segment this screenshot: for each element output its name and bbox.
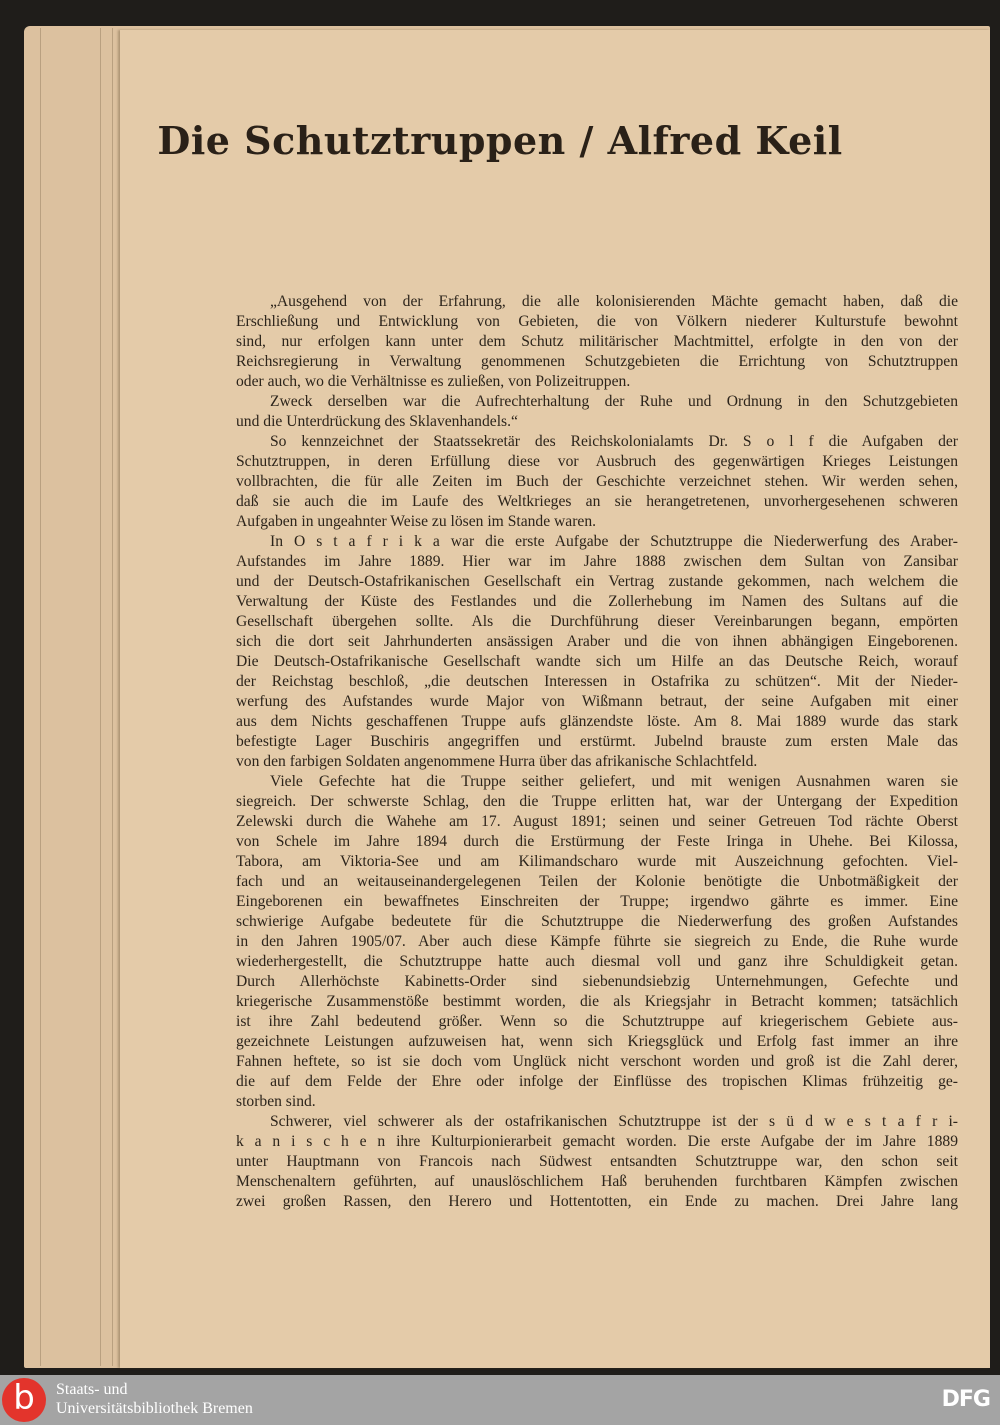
text-line: daß sie auch die im Laufe des Weltkrieges an sie herangetretenen, unvorhergesehenen schweren xyxy=(236,493,958,510)
text-line: gezeichnete Leistungen aufzuweisen hat, wenn sich Kriegsglück und Erfolg fast immer an ihre xyxy=(236,1033,958,1050)
text-line: von den farbigen Soldaten angenommene Hurra über das afrikanische Schlachtfeld. xyxy=(236,753,758,770)
text-line: Menschenaltern geführten, auf unauslöschlichem Haß beruhenden furchtbaren Kämpfen zwischen xyxy=(236,1173,958,1190)
footer-bar xyxy=(0,1375,1000,1425)
text-line: Gesellschaft übergehen sollte. Als die Durchführung dieser Vereinbarungen begann, empörten xyxy=(236,613,958,630)
text-line: Verwaltung der Küste des Festlandes und die Zollerhebung im Namen des Sultans auf die xyxy=(236,593,958,610)
text-line: sich die dort seit Jahrhunderten ansässigen Araber und die von ihnen abhängigen Eingeborenen. xyxy=(236,633,958,650)
document-body xyxy=(236,292,958,1212)
library-name-line2: Universitätsbibliothek Bremen xyxy=(56,1400,253,1417)
text-line: Reichsregierung in Verwaltung genommenen Schutzgebieten die Errichtung von Schutztruppen xyxy=(236,353,958,370)
text-line: die auf dem Felde der Ehre oder infolge der Einflüsse des tropischen Klimas frühzeitig ge- xyxy=(236,1073,958,1090)
text-line: k a n i s c h e n ihre Kulturpionierarbeit gemacht worden. Die erste Aufgabe der im Jahre 1889 xyxy=(236,1133,958,1150)
text-line: werfung des Aufstandes wurde Major von Wißmann betraut, der seine Aufgaben mit einer xyxy=(236,693,958,710)
text-line: Viele Gefechte hat die Truppe seither geliefert, und mit wenigen Ausnahmen waren sie xyxy=(270,773,958,790)
text-line: Eingeborenen ein bewaffnetes Einschreiten der Truppe; irgendwo gährte es immer. Eine xyxy=(236,893,958,910)
text-line: sind, nur erfolgen kann unter dem Schutz militärischer Machtmittel, erfolgte in den von der xyxy=(236,333,958,350)
library-logo[interactable]: b xyxy=(2,1378,46,1422)
text-line: ist ihre Zahl bedeutend größer. Wenn so die Schutztruppe auf kriegerischem Gebiete aus- xyxy=(236,1013,958,1030)
paragraph xyxy=(236,292,958,392)
text-line: In O s t a f r i k a war die erste Aufgabe der Schutztruppe die Niederwerfung des Araber- xyxy=(270,533,958,550)
text-line: aus dem Nichts geschaffenen Truppe aufs glänzendste löste. Am 8. Mai 1889 wurde das stark xyxy=(236,713,958,730)
text-line: So kennzeichnet der Staatssekretär des Reichskolonialamts Dr. S o l f die Aufgaben der xyxy=(270,433,958,450)
paragraph xyxy=(236,1112,958,1212)
paragraph xyxy=(236,772,958,1112)
text-line: Schutztruppen, in deren Erfüllung diese vor Ausbruch des gegenwärtigen Krieges Leistungen xyxy=(236,453,958,470)
library-name[interactable] xyxy=(56,1380,253,1418)
page-edge xyxy=(112,28,113,1366)
text-line: befestigte Lager Buschiris angegriffen und erstürmt. Jubelnd brauste zum ersten Male das xyxy=(236,733,958,750)
text-line: Schwerer, viel schwerer als der ostafrikanischen Schutztruppe ist der s ü d w e s t a f r i- xyxy=(270,1113,958,1130)
text-line: storben sind. xyxy=(236,1093,316,1110)
text-line: von Schele im Jahre 1894 durch die Erstürmung der Feste Iringa in Uhehe. Bei Kilossa, xyxy=(236,833,958,850)
text-line: wiederhergestellt, die Schutztruppe hatte auch diesmal voll und ganz ihre Schuldigkeit getan. xyxy=(236,953,958,970)
text-line: fach und an weitauseinandergelegenen Teilen der Kolonie benötigte die Unbotmäßigkeit der xyxy=(236,873,958,890)
text-line: Zweck derselben war die Aufrechterhaltung der Ruhe und Ordnung in den Schutzgebieten xyxy=(270,393,958,410)
text-line: zwei großen Rassen, den Herero und Hottentotten, ein Ende zu machen. Drei Jahre lang xyxy=(236,1193,958,1210)
text-line: unter Hauptmann von Francois nach Südwest entsandten Schutztruppe war, den schon seit xyxy=(236,1153,958,1170)
text-line: Die Deutsch-Ostafrikanische Gesellschaft wandte sich um Hilfe an das Deutsche Reich, worauf xyxy=(236,653,958,670)
text-line: siegreich. Der schwerste Schlag, den die Truppe erlitten hat, war der Untergang der Expedition xyxy=(236,793,958,810)
text-line: Tabora, am Viktoria-See und am Kilimandscharo wurde mit Auszeichnung gefochten. Viel- xyxy=(236,853,958,870)
text-line: in den Jahren 1905/07. Aber auch diese Kämpfe führte sie siegreich zu Ende, die Ruhe wurde xyxy=(236,933,958,950)
paragraph xyxy=(236,392,958,432)
library-name-line1: Staats- und xyxy=(56,1381,128,1398)
page-title: Die Schutztruppen / Alfred Keil xyxy=(157,118,843,163)
text-line: vollbrachten, die für alle Zeiten im Buch der Geschichte verzeichnet stehen. Wir werden sehen, xyxy=(236,473,958,490)
dfg-logo[interactable]: DFG xyxy=(941,1387,990,1412)
text-line: oder auch, wo die Verhältnisse es zuließen, von Polizeitruppen. xyxy=(236,373,631,390)
text-line: Aufgaben in ungeahnter Weise zu lösen im Stande waren. xyxy=(236,513,597,530)
text-line: Aufstandes im Jahre 1889. Hier war im Jahre 1888 zwischen dem Sultan von Zansibar xyxy=(236,553,958,570)
text-line: Durch Allerhöchste Kabinetts-Order sind siebenundsiebzig Unternehmungen, Gefechte und xyxy=(236,973,958,990)
text-line: „Ausgehend von der Erfahrung, die alle kolonisierenden Mächte gemacht haben, daß die xyxy=(270,293,958,310)
page-edge xyxy=(100,28,101,1366)
text-line: Fahnen heftete, so ist sie doch vom Unglück nicht verschont worden und groß ist die Zahl derer, xyxy=(236,1053,958,1070)
paragraph xyxy=(236,532,958,772)
paragraph xyxy=(236,432,958,532)
text-line: kriegerische Zusammenstöße bestimmt worden, die als Kriegsjahr in Betracht kommen; tatsächlich xyxy=(236,993,958,1010)
text-line: schwierige Aufgabe bedeutete für die Schutztruppe die Niederwerfung des großen Aufstandes xyxy=(236,913,958,930)
text-line: und der Deutsch-Ostafrikanischen Gesellschaft ein Vertrag zustande gekommen, nach welchem die xyxy=(236,573,958,590)
text-line: der Reichstag beschloß, „die deutschen Interessen in Ostafrika zu schützen“. Mit der Nieder- xyxy=(236,673,958,690)
text-line: Zelewski durch die Wahehe am 17. August 1891; seinen und seiner Getreuen Tod rächte Oberst xyxy=(236,813,958,830)
text-line: und die Unterdrückung des Sklavenhandels.“ xyxy=(236,413,518,430)
text-line: Erschließung und Entwicklung von Gebieten, die von Völkern niederer Kulturstufe bewohnt xyxy=(236,313,958,330)
page-edge xyxy=(40,28,41,1366)
